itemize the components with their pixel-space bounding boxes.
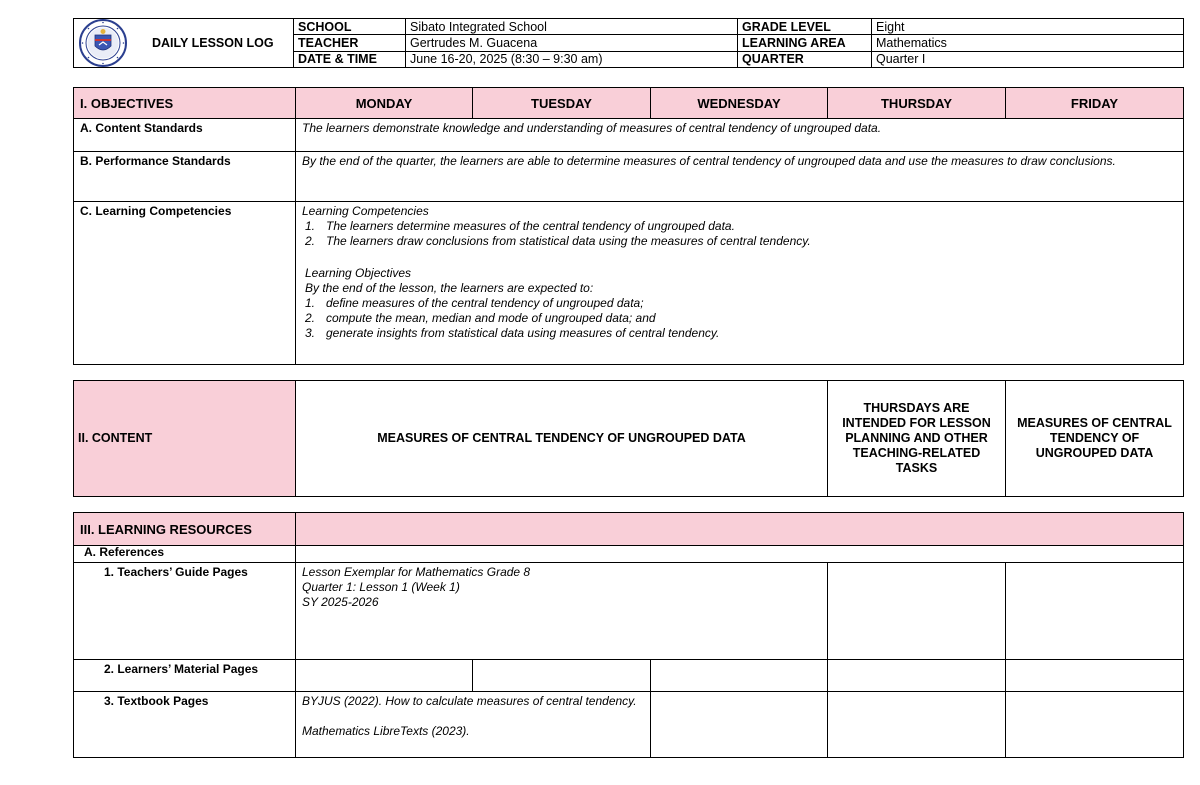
- list-item: 1. define measures of the central tendency of ungrouped data;: [305, 296, 644, 310]
- teachers-guide-cell: [296, 563, 828, 660]
- content-friday-topic: MEASURES OF CENTRAL TENDENCY OF UNGROUPED DATA: [1006, 381, 1184, 497]
- school-value: Sibato Integrated School: [406, 19, 738, 35]
- objectives-heading: I. OBJECTIVES: [74, 88, 296, 119]
- textbook-pages-cell: [296, 692, 651, 758]
- learning-competencies-cell: [296, 202, 1184, 365]
- day-friday: FRIDAY: [1006, 88, 1184, 119]
- learners-material-tuesday: [473, 660, 651, 692]
- teachers-guide-line: Lesson Exemplar for Mathematics Grade 8: [302, 565, 531, 579]
- day-monday: MONDAY: [296, 88, 473, 119]
- objectives-list: [302, 296, 1177, 341]
- resources-heading: III. LEARNING RESOURCES: [74, 513, 296, 546]
- textbook-friday: [1006, 692, 1184, 758]
- content-standards-label: A. Content Standards: [74, 119, 296, 152]
- resources-table: [73, 512, 1184, 758]
- learners-material-wednesday: [651, 660, 828, 692]
- list-item: 2. The learners draw conclusions from statistical data using the measures of central tendency.: [305, 234, 811, 248]
- references-empty: [296, 546, 1184, 563]
- learners-material-monday: [296, 660, 473, 692]
- list-item: 1. The learners determine measures of the central tendency of ungrouped data.: [305, 219, 735, 233]
- teachers-guide-thursday: [828, 563, 1006, 660]
- learning-objectives-intro: By the end of the lesson, the learners are expected to:: [305, 281, 594, 295]
- competencies-title: Learning Competencies: [302, 204, 429, 218]
- learners-material-friday: [1006, 660, 1184, 692]
- content-heading: II. CONTENT: [74, 381, 296, 497]
- teachers-guide-line: SY 2025-2026: [302, 595, 379, 609]
- learning-objectives-title: Learning Objectives: [305, 266, 412, 280]
- performance-standards-text: By the end of the quarter, the learners are able to determine measures of central tendency of ungrouped data and use the measures to draw conclusions.: [296, 152, 1184, 202]
- learners-material-thursday: [828, 660, 1006, 692]
- content-standards-text: The learners demonstrate knowledge and understanding of measures of central tendency of ungrouped data.: [296, 119, 1184, 152]
- quarter-label: QUARTER: [738, 51, 872, 67]
- content-thursday-note: THURSDAYS ARE INTENDED FOR LESSON PLANNING AND OTHER TEACHING-RELATED TASKS: [828, 381, 1006, 497]
- teachers-guide-label: 1. Teachers’ Guide Pages: [74, 563, 296, 660]
- textbook-thursday: [828, 692, 1006, 758]
- teachers-guide-line: Quarter 1: Lesson 1 (Week 1): [302, 580, 460, 594]
- resources-heading-fill: [296, 513, 1184, 546]
- textbook-reference: Mathematics LibreTexts (2023).: [302, 724, 470, 738]
- list-item: 2. compute the mean, median and mode of ungrouped data; and: [305, 311, 656, 325]
- learning-area-label: LEARNING AREA: [738, 35, 872, 51]
- grade-level-label: GRADE LEVEL: [738, 19, 872, 35]
- list-item: 3. generate insights from statistical data using measures of central tendency.: [305, 326, 720, 340]
- textbook-reference: BYJUS (2022). How to calculate measures of central tendency.: [302, 694, 637, 708]
- content-main-topic: MEASURES OF CENTRAL TENDENCY OF UNGROUPED DATA: [296, 381, 828, 497]
- grade-level-value: Eight: [872, 19, 1184, 35]
- learning-area-value: Mathematics: [872, 35, 1184, 51]
- teachers-guide-friday: [1006, 563, 1184, 660]
- day-wednesday: WEDNESDAY: [651, 88, 828, 119]
- day-thursday: THURSDAY: [828, 88, 1006, 119]
- content-table: [73, 380, 1184, 497]
- references-label: A. References: [74, 546, 296, 563]
- logo-cell: [74, 19, 294, 68]
- learners-material-label: 2. Learners’ Material Pages: [74, 660, 296, 692]
- day-tuesday: TUESDAY: [473, 88, 651, 119]
- teacher-label: TEACHER: [294, 35, 406, 51]
- textbook-pages-label: 3. Textbook Pages: [74, 692, 296, 758]
- textbook-wednesday: [651, 692, 828, 758]
- deped-seal-icon: [78, 18, 128, 68]
- performance-standards-label: B. Performance Standards: [74, 152, 296, 202]
- header-table: [73, 18, 1184, 68]
- date-time-label: DATE & TIME: [294, 51, 406, 67]
- competencies-list: [302, 219, 1177, 249]
- document-title: DAILY LESSON LOG: [152, 36, 274, 50]
- teacher-value: Gertrudes M. Guacena: [406, 35, 738, 51]
- date-time-value: June 16-20, 2025 (8:30 – 9:30 am): [406, 51, 738, 67]
- objectives-table: [73, 87, 1184, 365]
- quarter-value: Quarter I: [872, 51, 1184, 67]
- learning-competencies-label: C. Learning Competencies: [74, 202, 296, 365]
- school-label: SCHOOL: [294, 19, 406, 35]
